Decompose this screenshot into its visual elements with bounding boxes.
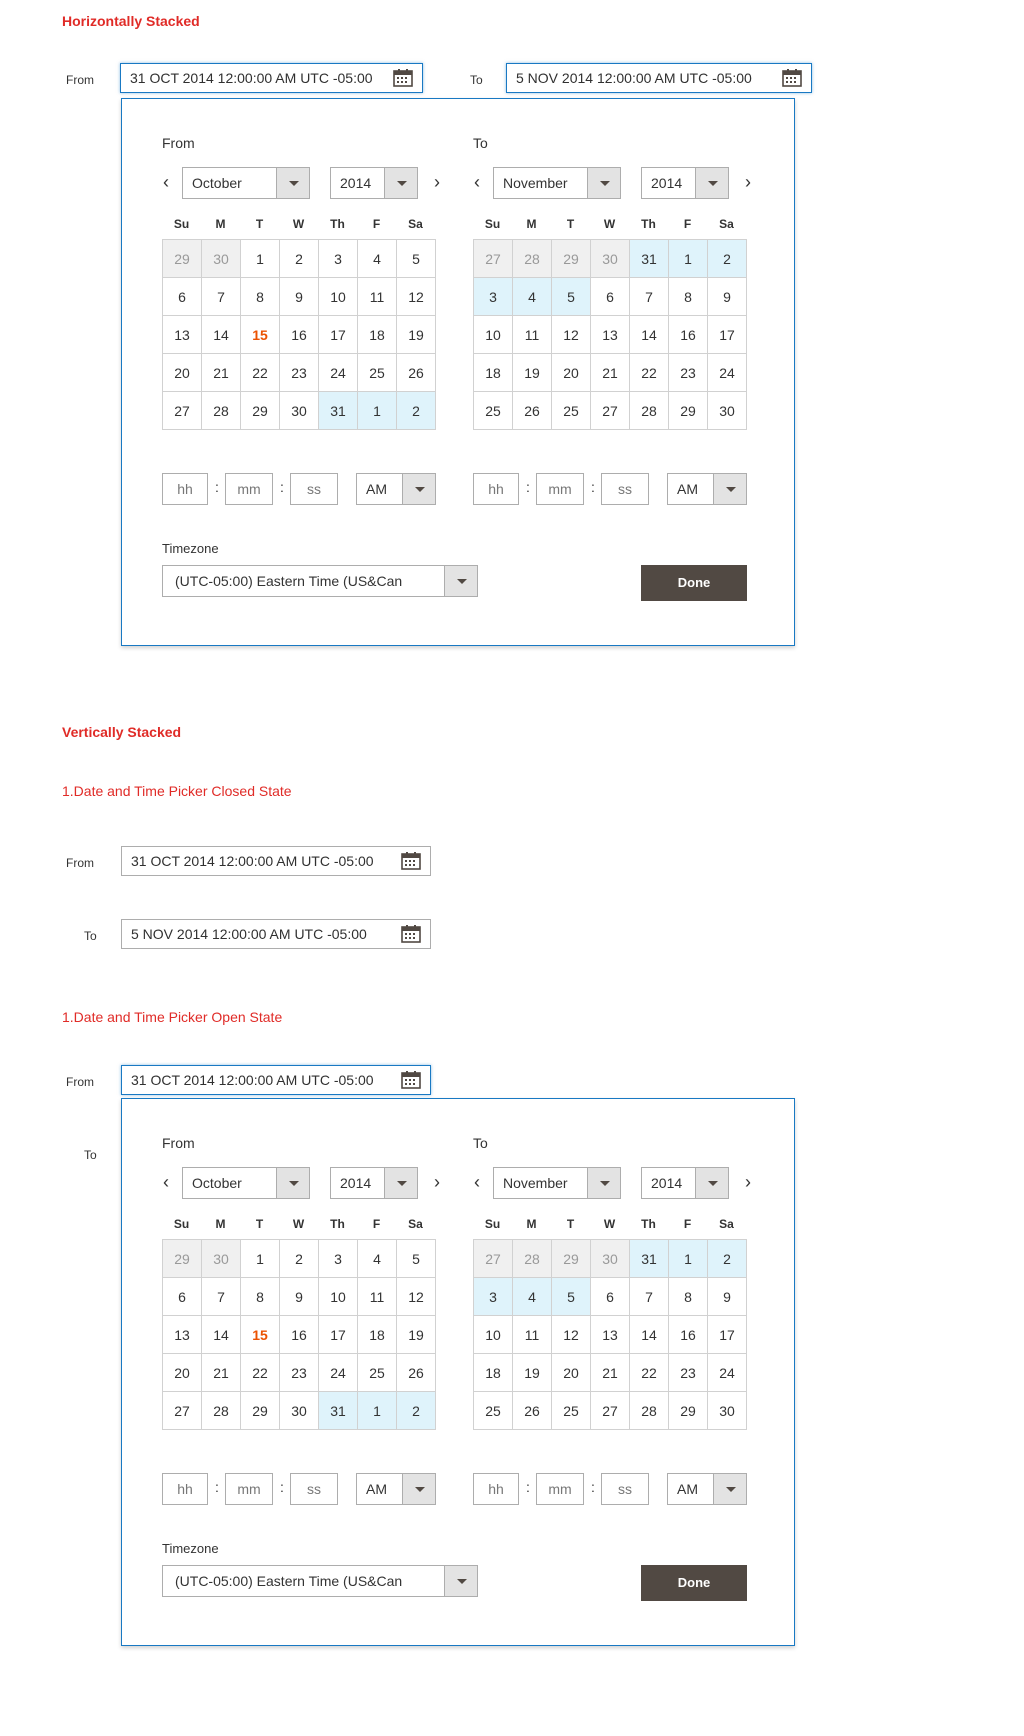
calendar-day[interactable]: 17 [708, 1316, 747, 1354]
date-range-picker-panel [121, 1098, 795, 1646]
weekday-header: Sa [719, 217, 734, 231]
chevron-left-icon[interactable]: ‹ [474, 172, 480, 192]
weekday-header: T [255, 1217, 264, 1231]
calendar-day[interactable]: 9 [280, 1278, 319, 1316]
to-calendar-title: To [473, 1135, 488, 1151]
calendar-day-today[interactable]: 15 [241, 316, 280, 354]
from-day-grid [162, 239, 436, 430]
calendar-week-row [163, 278, 436, 316]
calendar-day[interactable]: 28 [202, 1392, 241, 1430]
calendar-day[interactable]: 25 [474, 392, 513, 430]
second-input[interactable]: ss [601, 1473, 649, 1505]
calendar-day[interactable]: 29 [241, 1392, 280, 1430]
second-input[interactable]: ss [290, 1473, 338, 1505]
calendar-day-today[interactable]: 15 [241, 1316, 280, 1354]
calendar-day[interactable]: 20 [163, 1354, 202, 1392]
calendar-day[interactable]: 22 [241, 354, 280, 392]
chevron-down-icon[interactable] [402, 474, 435, 504]
month-select-value: November [503, 175, 568, 191]
calendar-day[interactable]: 30 [280, 1392, 319, 1430]
calendar-day[interactable]: 31 [319, 392, 358, 430]
time-separator: : [526, 1479, 530, 1495]
calendar-day[interactable]: 12 [397, 1278, 436, 1316]
chevron-right-icon[interactable]: › [434, 1172, 440, 1192]
calendar-day[interactable]: 29 [669, 392, 708, 430]
calendar-day[interactable]: 29 [163, 240, 202, 278]
weekday-header: M [526, 1217, 537, 1231]
year-select[interactable] [330, 167, 418, 199]
hour-input[interactable]: hh [473, 473, 519, 505]
weekday-header: Su [484, 217, 501, 231]
calendar-day[interactable]: 30 [202, 240, 241, 278]
chevron-down-icon[interactable] [402, 1474, 435, 1504]
calendar-day[interactable]: 27 [474, 240, 513, 278]
calendar-day[interactable]: 4 [358, 1240, 397, 1278]
date-range-picker-panel [121, 98, 795, 646]
weekday-header: F [683, 217, 692, 231]
calendar-day[interactable]: 29 [669, 1392, 708, 1430]
year-select-value: 2014 [651, 1175, 683, 1191]
chevron-right-icon[interactable]: › [745, 1172, 751, 1192]
calendar-day[interactable]: 2 [708, 1240, 747, 1278]
timezone-select[interactable] [162, 1565, 478, 1597]
calendar-icon[interactable] [401, 1071, 421, 1089]
chevron-down-icon[interactable] [444, 1566, 477, 1596]
calendar-day[interactable]: 4 [513, 278, 552, 316]
weekday-header: Th [641, 1217, 656, 1231]
calendar-day[interactable]: 19 [513, 354, 552, 392]
time-separator: : [280, 1479, 284, 1495]
chevron-right-icon[interactable]: › [434, 172, 440, 192]
time-separator: : [280, 479, 284, 495]
to-label: To [84, 1148, 97, 1162]
year-select[interactable] [330, 1167, 418, 1199]
month-select-value: October [192, 175, 242, 191]
to-date-value: 5 NOV 2014 12:00:00 AM UTC -05:00 [131, 926, 367, 942]
from-label: From [66, 73, 94, 87]
calendar-day[interactable]: 21 [591, 1354, 630, 1392]
ampm-select[interactable] [667, 473, 747, 505]
calendar-day[interactable]: 20 [552, 354, 591, 392]
calendar-week-row [163, 1354, 436, 1392]
calendar-day[interactable]: 28 [202, 392, 241, 430]
chevron-left-icon[interactable]: ‹ [163, 1172, 169, 1192]
calendar-day[interactable]: 16 [669, 1316, 708, 1354]
calendar-day[interactable]: 11 [358, 1278, 397, 1316]
from-date-input[interactable] [120, 63, 423, 93]
calendar-icon[interactable] [401, 925, 421, 943]
calendar-day[interactable]: 26 [397, 354, 436, 392]
calendar-day[interactable]: 9 [280, 278, 319, 316]
calendar-day[interactable]: 8 [669, 1278, 708, 1316]
calendar-day[interactable]: 11 [358, 278, 397, 316]
chevron-left-icon[interactable]: ‹ [474, 1172, 480, 1192]
calendar-day[interactable]: 2 [397, 1392, 436, 1430]
second-input[interactable]: ss [601, 473, 649, 505]
calendar-week-row [474, 392, 747, 430]
chevron-right-icon[interactable]: › [745, 172, 751, 192]
calendar-day[interactable]: 7 [202, 1278, 241, 1316]
calendar-day[interactable]: 27 [591, 392, 630, 430]
calendar-week-row [474, 1354, 747, 1392]
year-select-value: 2014 [651, 175, 683, 191]
calendar-day[interactable]: 8 [241, 1278, 280, 1316]
from-calendar-title: From [162, 135, 195, 151]
calendar-day[interactable]: 21 [591, 354, 630, 392]
calendar-day[interactable]: 10 [319, 278, 358, 316]
ampm-select-value: AM [677, 1481, 698, 1497]
year-select[interactable] [641, 167, 729, 199]
ampm-select-value: AM [677, 481, 698, 497]
calendar-week-row [474, 1278, 747, 1316]
calendar-day[interactable]: 2 [280, 240, 319, 278]
calendar-day[interactable]: 30 [708, 392, 747, 430]
minute-input[interactable]: mm [225, 473, 273, 505]
calendar-day[interactable]: 29 [241, 392, 280, 430]
calendar-day[interactable]: 6 [163, 1278, 202, 1316]
calendar-day[interactable]: 23 [669, 1354, 708, 1392]
minute-input[interactable]: mm [536, 473, 584, 505]
calendar-day[interactable]: 25 [474, 1392, 513, 1430]
weekday-header: Th [330, 217, 345, 231]
calendar-day[interactable]: 30 [708, 1392, 747, 1430]
weekday-header: Su [173, 217, 190, 231]
calendar-week-row [163, 1316, 436, 1354]
to-date-value: 5 NOV 2014 12:00:00 AM UTC -05:00 [516, 70, 752, 86]
from-date-input[interactable] [121, 1065, 431, 1095]
calendar-day[interactable]: 23 [280, 354, 319, 392]
month-select-value: November [503, 1175, 568, 1191]
calendar-day[interactable]: 31 [630, 1240, 669, 1278]
weekday-header: T [255, 217, 264, 231]
calendar-day[interactable]: 10 [474, 316, 513, 354]
year-select[interactable] [641, 1167, 729, 1199]
weekday-header: Sa [408, 1217, 423, 1231]
calendar-week-row [163, 240, 436, 278]
calendar-week-row [163, 1240, 436, 1278]
calendar-day[interactable]: 7 [630, 278, 669, 316]
weekday-header: M [215, 1217, 226, 1231]
chevron-down-icon[interactable] [444, 566, 477, 596]
calendar-day[interactable]: 3 [474, 1278, 513, 1316]
calendar-day[interactable]: 23 [669, 354, 708, 392]
calendar-week-row [474, 278, 747, 316]
to-label: To [84, 929, 97, 943]
calendar-day[interactable]: 2 [280, 1240, 319, 1278]
calendar-day[interactable]: 18 [358, 1316, 397, 1354]
weekday-header: Th [330, 1217, 345, 1231]
calendar-day[interactable]: 2 [397, 392, 436, 430]
calendar-day[interactable]: 1 [241, 1240, 280, 1278]
ampm-select-value: AM [366, 1481, 387, 1497]
time-separator: : [591, 1479, 595, 1495]
year-select-value: 2014 [340, 1175, 372, 1191]
calendar-day[interactable]: 30 [280, 392, 319, 430]
month-select[interactable] [493, 1167, 621, 1199]
calendar-day[interactable]: 5 [397, 1240, 436, 1278]
calendar-day[interactable]: 16 [669, 316, 708, 354]
calendar-day[interactable]: 21 [202, 354, 241, 392]
calendar-icon[interactable] [393, 69, 413, 87]
calendar-day[interactable]: 26 [397, 1354, 436, 1392]
calendar-day[interactable]: 14 [202, 1316, 241, 1354]
calendar-day[interactable]: 24 [319, 1354, 358, 1392]
calendar-week-row [474, 1240, 747, 1278]
calendar-day[interactable]: 4 [358, 240, 397, 278]
chevron-down-icon[interactable] [384, 168, 417, 198]
calendar-day[interactable]: 24 [708, 1354, 747, 1392]
calendar-week-row [474, 1316, 747, 1354]
calendar-day[interactable]: 3 [319, 1240, 358, 1278]
weekday-header: W [603, 1217, 616, 1231]
chevron-down-icon[interactable] [713, 474, 746, 504]
from-calendar-title: From [162, 1135, 195, 1151]
closed-state-heading: 1.Date and Time Picker Closed State [62, 783, 292, 799]
calendar-day[interactable]: 10 [474, 1316, 513, 1354]
to-date-input[interactable] [121, 919, 431, 949]
calendar-day[interactable]: 28 [513, 1240, 552, 1278]
calendar-day[interactable]: 8 [241, 278, 280, 316]
weekday-header: Sa [719, 1217, 734, 1231]
calendar-day[interactable]: 29 [552, 240, 591, 278]
calendar-day[interactable]: 28 [630, 392, 669, 430]
minute-input[interactable]: mm [225, 1473, 273, 1505]
calendar-day[interactable]: 27 [591, 1392, 630, 1430]
year-select-value: 2014 [340, 175, 372, 191]
chevron-down-icon[interactable] [276, 168, 309, 198]
month-select[interactable] [493, 167, 621, 199]
weekday-header: F [372, 1217, 381, 1231]
calendar-day[interactable]: 2 [708, 240, 747, 278]
calendar-day[interactable]: 29 [552, 1240, 591, 1278]
weekday-header: Su [484, 1217, 501, 1231]
calendar-day[interactable]: 12 [552, 1316, 591, 1354]
calendar-day[interactable]: 1 [241, 240, 280, 278]
chevron-down-icon[interactable] [384, 1168, 417, 1198]
weekday-header: F [372, 217, 381, 231]
calendar-day[interactable]: 24 [319, 354, 358, 392]
time-separator: : [526, 479, 530, 495]
calendar-day[interactable]: 7 [630, 1278, 669, 1316]
calendar-day[interactable]: 17 [319, 1316, 358, 1354]
calendar-day[interactable]: 21 [202, 1354, 241, 1392]
to-date-input[interactable] [506, 63, 812, 93]
time-separator: : [591, 479, 595, 495]
calendar-week-row [163, 316, 436, 354]
calendar-day[interactable]: 23 [280, 1354, 319, 1392]
calendar-week-row [474, 316, 747, 354]
calendar-day[interactable]: 1 [669, 1240, 708, 1278]
calendar-day[interactable]: 14 [202, 316, 241, 354]
calendar-day[interactable]: 12 [397, 278, 436, 316]
calendar-day[interactable]: 12 [552, 316, 591, 354]
calendar-day[interactable]: 30 [202, 1240, 241, 1278]
from-date-value: 31 OCT 2014 12:00:00 AM UTC -05:00 [131, 1072, 374, 1088]
weekday-header: M [215, 217, 226, 231]
calendar-day[interactable]: 27 [163, 392, 202, 430]
hour-input[interactable]: hh [473, 1473, 519, 1505]
calendar-day[interactable]: 7 [202, 278, 241, 316]
from-date-value: 31 OCT 2014 12:00:00 AM UTC -05:00 [131, 853, 374, 869]
timezone-select[interactable] [162, 565, 478, 597]
calendar-week-row [163, 354, 436, 392]
month-select[interactable] [182, 167, 310, 199]
calendar-day[interactable]: 18 [358, 316, 397, 354]
calendar-icon[interactable] [401, 852, 421, 870]
calendar-day[interactable]: 18 [474, 354, 513, 392]
calendar-day[interactable]: 25 [358, 354, 397, 392]
calendar-day[interactable]: 14 [630, 1316, 669, 1354]
calendar-day[interactable]: 5 [552, 1278, 591, 1316]
calendar-day[interactable]: 18 [474, 1354, 513, 1392]
chevron-down-icon[interactable] [713, 1474, 746, 1504]
calendar-day[interactable]: 26 [513, 392, 552, 430]
calendar-day[interactable]: 17 [708, 316, 747, 354]
calendar-day[interactable]: 25 [552, 1392, 591, 1430]
chevron-down-icon[interactable] [276, 1168, 309, 1198]
calendar-day[interactable]: 26 [513, 1392, 552, 1430]
calendar-week-row [474, 240, 747, 278]
to-label: To [470, 73, 483, 87]
calendar-day[interactable]: 13 [591, 1316, 630, 1354]
section-heading-horizontal: Horizontally Stacked [62, 13, 200, 29]
calendar-day[interactable]: 29 [163, 1240, 202, 1278]
calendar-day[interactable]: 9 [708, 1278, 747, 1316]
chevron-down-icon[interactable] [695, 168, 728, 198]
calendar-day[interactable]: 14 [630, 316, 669, 354]
weekday-header: T [566, 217, 575, 231]
calendar-day[interactable]: 17 [319, 316, 358, 354]
to-day-grid [473, 239, 747, 430]
timezone-select-value: (UTC-05:00) Eastern Time (US&Can [175, 573, 403, 589]
calendar-day[interactable]: 1 [358, 1392, 397, 1430]
from-day-grid [162, 1239, 436, 1430]
to-calendar-title: To [473, 135, 488, 151]
weekday-header: W [603, 217, 616, 231]
to-day-grid [473, 1239, 747, 1430]
from-date-value: 31 OCT 2014 12:00:00 AM UTC -05:00 [130, 70, 373, 86]
calendar-week-row [474, 1392, 747, 1430]
calendar-day[interactable]: 6 [591, 1278, 630, 1316]
weekday-header: W [292, 1217, 305, 1231]
hour-input[interactable]: hh [162, 1473, 208, 1505]
ampm-select-value: AM [366, 481, 387, 497]
calendar-day[interactable]: 8 [669, 278, 708, 316]
calendar-day[interactable]: 5 [552, 278, 591, 316]
done-button[interactable]: Done [641, 1565, 747, 1601]
calendar-day[interactable]: 4 [513, 1278, 552, 1316]
timezone-select-value: (UTC-05:00) Eastern Time (US&Can [175, 1573, 403, 1589]
calendar-day[interactable]: 28 [630, 1392, 669, 1430]
calendar-day[interactable]: 10 [319, 1278, 358, 1316]
done-button[interactable]: Done [641, 565, 747, 601]
from-label: From [66, 856, 94, 870]
calendar-day[interactable]: 31 [630, 240, 669, 278]
chevron-left-icon[interactable]: ‹ [163, 172, 169, 192]
calendar-week-row [163, 392, 436, 430]
time-separator: : [215, 479, 219, 495]
timezone-label: Timezone [162, 541, 219, 556]
calendar-week-row [163, 1392, 436, 1430]
weekday-header: Sa [408, 217, 423, 231]
chevron-down-icon[interactable] [587, 1168, 620, 1198]
month-select-value: October [192, 1175, 242, 1191]
calendar-day[interactable]: 20 [552, 1354, 591, 1392]
second-input[interactable]: ss [290, 473, 338, 505]
calendar-day[interactable]: 20 [163, 354, 202, 392]
calendar-day[interactable]: 22 [630, 1354, 669, 1392]
calendar-day[interactable]: 13 [163, 316, 202, 354]
weekday-header: W [292, 217, 305, 231]
calendar-icon[interactable] [782, 69, 802, 87]
ampm-select[interactable] [667, 1473, 747, 1505]
calendar-day[interactable]: 16 [280, 1316, 319, 1354]
calendar-day[interactable]: 19 [397, 1316, 436, 1354]
calendar-day[interactable]: 27 [163, 1392, 202, 1430]
calendar-week-row [474, 354, 747, 392]
calendar-day[interactable]: 25 [358, 1354, 397, 1392]
hour-input[interactable]: hh [162, 473, 208, 505]
calendar-day[interactable]: 31 [319, 1392, 358, 1430]
calendar-day[interactable]: 19 [513, 1354, 552, 1392]
calendar-day[interactable]: 9 [708, 278, 747, 316]
calendar-day[interactable]: 24 [708, 354, 747, 392]
calendar-day[interactable]: 22 [630, 354, 669, 392]
chevron-down-icon[interactable] [587, 168, 620, 198]
calendar-day[interactable]: 16 [280, 316, 319, 354]
month-select[interactable] [182, 1167, 310, 1199]
calendar-day[interactable]: 25 [552, 392, 591, 430]
ampm-select[interactable] [356, 473, 436, 505]
calendar-day[interactable]: 27 [474, 1240, 513, 1278]
weekday-header: Th [641, 217, 656, 231]
calendar-day[interactable]: 13 [591, 316, 630, 354]
calendar-day[interactable]: 3 [474, 278, 513, 316]
calendar-day[interactable]: 13 [163, 1316, 202, 1354]
calendar-day[interactable]: 3 [319, 240, 358, 278]
calendar-day[interactable]: 1 [358, 392, 397, 430]
weekday-header: Su [173, 1217, 190, 1231]
time-separator: : [215, 1479, 219, 1495]
calendar-day[interactable]: 11 [513, 1316, 552, 1354]
weekday-header: F [683, 1217, 692, 1231]
calendar-day[interactable]: 30 [591, 1240, 630, 1278]
from-date-input[interactable] [121, 846, 431, 876]
open-state-heading: 1.Date and Time Picker Open State [62, 1009, 283, 1025]
calendar-day[interactable]: 30 [591, 240, 630, 278]
from-label: From [66, 1075, 94, 1089]
weekday-header: M [526, 217, 537, 231]
chevron-down-icon[interactable] [695, 1168, 728, 1198]
timezone-label: Timezone [162, 1541, 219, 1556]
calendar-day[interactable]: 22 [241, 1354, 280, 1392]
calendar-day[interactable]: 5 [397, 240, 436, 278]
calendar-day[interactable]: 28 [513, 240, 552, 278]
ampm-select[interactable] [356, 1473, 436, 1505]
calendar-day[interactable]: 11 [513, 316, 552, 354]
minute-input[interactable]: mm [536, 1473, 584, 1505]
calendar-day[interactable]: 6 [591, 278, 630, 316]
weekday-header: T [566, 1217, 575, 1231]
calendar-day[interactable]: 1 [669, 240, 708, 278]
calendar-week-row [163, 1278, 436, 1316]
calendar-day[interactable]: 19 [397, 316, 436, 354]
calendar-day[interactable]: 6 [163, 278, 202, 316]
section-heading-vertical: Vertically Stacked [62, 724, 182, 740]
